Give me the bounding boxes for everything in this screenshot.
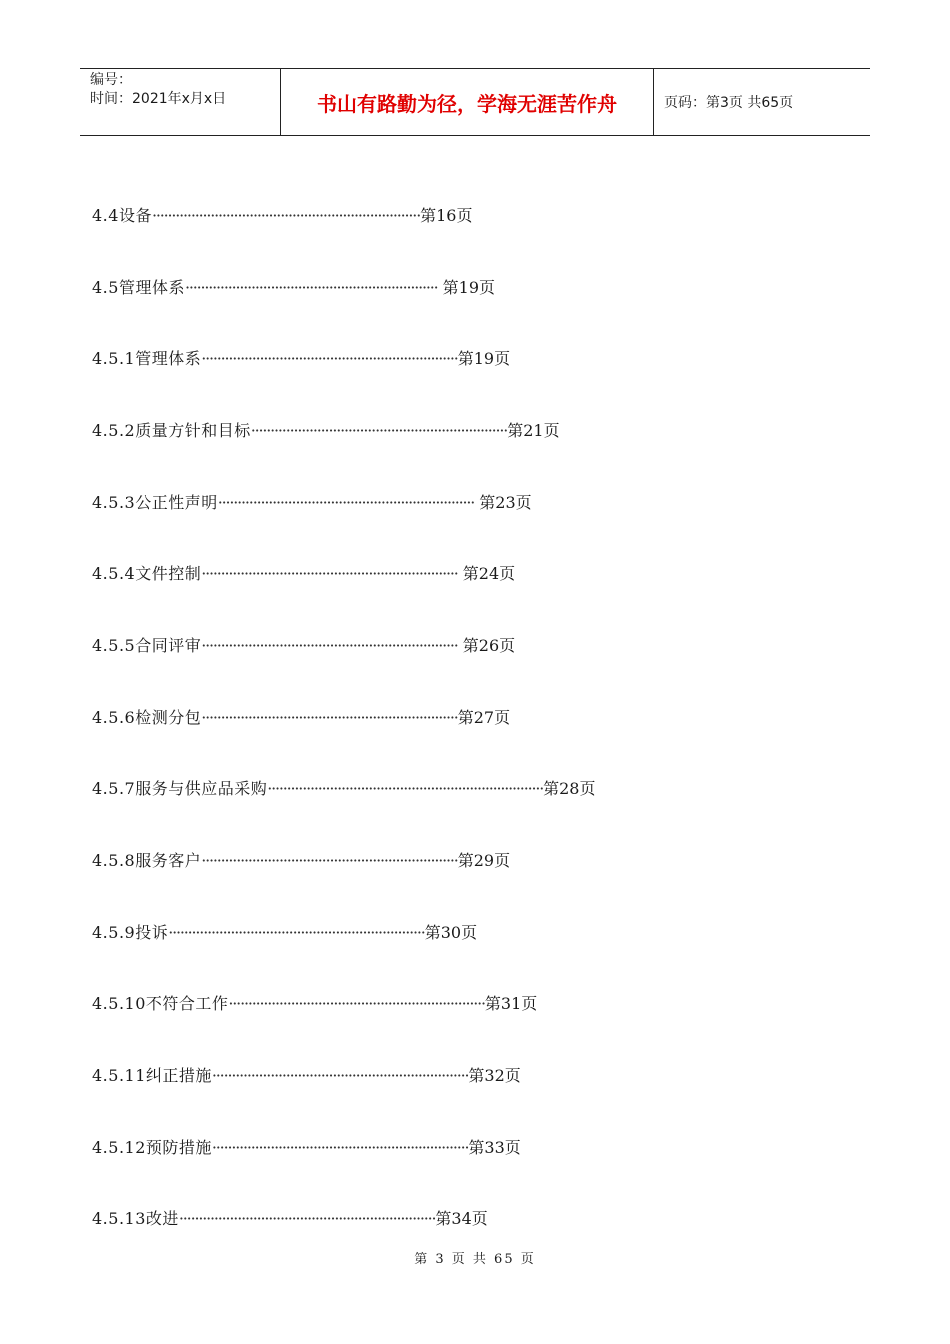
toc-entry-page: 第30页 <box>424 923 478 942</box>
toc-entry-label: 4.5.9投诉 <box>92 923 169 942</box>
toc-entry-page: 第26页 <box>457 636 516 655</box>
toc-leader-dots: ·································································· <box>201 708 458 727</box>
toc-entry[interactable] <box>92 994 537 1014</box>
toc-entry-page: 第32页 <box>468 1066 521 1085</box>
toc-entry-page: 第28页 <box>543 779 596 798</box>
toc-entry-label: 4.5.3公正性声明 <box>92 493 218 512</box>
toc-entry-page: 第29页 <box>457 851 511 870</box>
header-motto: 书山有路勤为径，学海无涯苦作舟 <box>281 69 654 135</box>
toc-leader-dots: ·································································· <box>250 421 508 440</box>
toc-entry[interactable] <box>92 708 510 728</box>
toc-entry[interactable] <box>92 278 495 298</box>
toc-entry-label: 4.5.2质量方针和目标 <box>92 421 251 440</box>
toc-entry[interactable] <box>92 564 515 584</box>
toc-leader-dots: ································································· <box>184 278 438 297</box>
toc-leader-dots: ·································································· <box>217 493 475 512</box>
toc-entry-page: 第33页 <box>468 1138 521 1157</box>
toc-entry[interactable] <box>92 1209 488 1229</box>
toc-entry[interactable] <box>92 1066 521 1086</box>
header-meta <box>80 69 281 135</box>
toc-entry-page: 第19页 <box>457 349 511 368</box>
toc-leader-dots: ····································································· <box>151 206 421 225</box>
header-page-info: 页码：第3页 共65页 <box>664 95 794 111</box>
toc-entry-label: 4.5.4文件控制 <box>92 564 202 583</box>
toc-entry-label: 4.5.10不符合工作 <box>92 994 229 1013</box>
toc-leader-dots: ·································································· <box>211 1138 469 1157</box>
toc-entry-label: 4.5.5合同评审 <box>92 636 202 655</box>
toc-entry-page: 第34页 <box>435 1209 488 1228</box>
toc-entry-label: 4.5.1管理体系 <box>92 349 202 368</box>
toc-leader-dots: ·································································· <box>201 349 458 368</box>
toc-leader-dots: ·································································· <box>178 1209 436 1228</box>
toc-entry-page: 第19页 <box>437 278 495 297</box>
toc-leader-dots: ·································································· <box>228 994 485 1013</box>
toc-entry[interactable] <box>92 349 510 369</box>
page-header <box>80 68 870 136</box>
toc-entry-page: 第24页 <box>457 564 516 583</box>
toc-leader-dots: ·································································· <box>201 851 458 870</box>
toc-entry-page: 第23页 <box>474 493 532 512</box>
toc-leader-dots: ·································································· <box>201 564 458 583</box>
toc-entry[interactable] <box>92 636 515 656</box>
toc-entry[interactable] <box>92 1138 521 1158</box>
document-time-label: 时间：2021年x月x日 <box>90 91 227 107</box>
toc-entry-page: 第27页 <box>457 708 511 727</box>
toc-entry[interactable] <box>92 923 477 943</box>
toc-entry[interactable] <box>92 779 596 799</box>
toc-entry-label: 4.5.7服务与供应品采购 <box>92 779 268 798</box>
toc-leader-dots: ·································································· <box>211 1066 469 1085</box>
toc-entry-label: 4.4设备 <box>92 206 152 225</box>
toc-entry-label: 4.5.11纠正措施 <box>92 1066 212 1085</box>
toc-entry-label: 4.5.6检测分包 <box>92 708 202 727</box>
toc-entry[interactable] <box>92 206 472 226</box>
toc-entry-label: 4.5.8服务客户 <box>92 851 202 870</box>
toc-entry[interactable] <box>92 493 532 513</box>
toc-entry-page: 第21页 <box>507 421 560 440</box>
toc-leader-dots: ·································································· <box>201 636 458 655</box>
toc-entry-page: 第31页 <box>484 994 538 1013</box>
document-number-label: 编号： <box>90 72 132 88</box>
toc-entry-label: 4.5管理体系 <box>92 278 185 297</box>
toc-entry-label: 4.5.13改进 <box>92 1209 179 1228</box>
toc-leader-dots: ······································································· <box>267 779 544 798</box>
toc-entry[interactable] <box>92 421 560 441</box>
toc-entry-label: 4.5.12预防措施 <box>92 1138 212 1157</box>
toc-entry[interactable] <box>92 851 510 871</box>
page-footer: 第 3 页 共 65 页 <box>414 1252 536 1267</box>
toc-leader-dots: ·································································· <box>168 923 425 942</box>
toc-entry-page: 第16页 <box>420 206 473 225</box>
